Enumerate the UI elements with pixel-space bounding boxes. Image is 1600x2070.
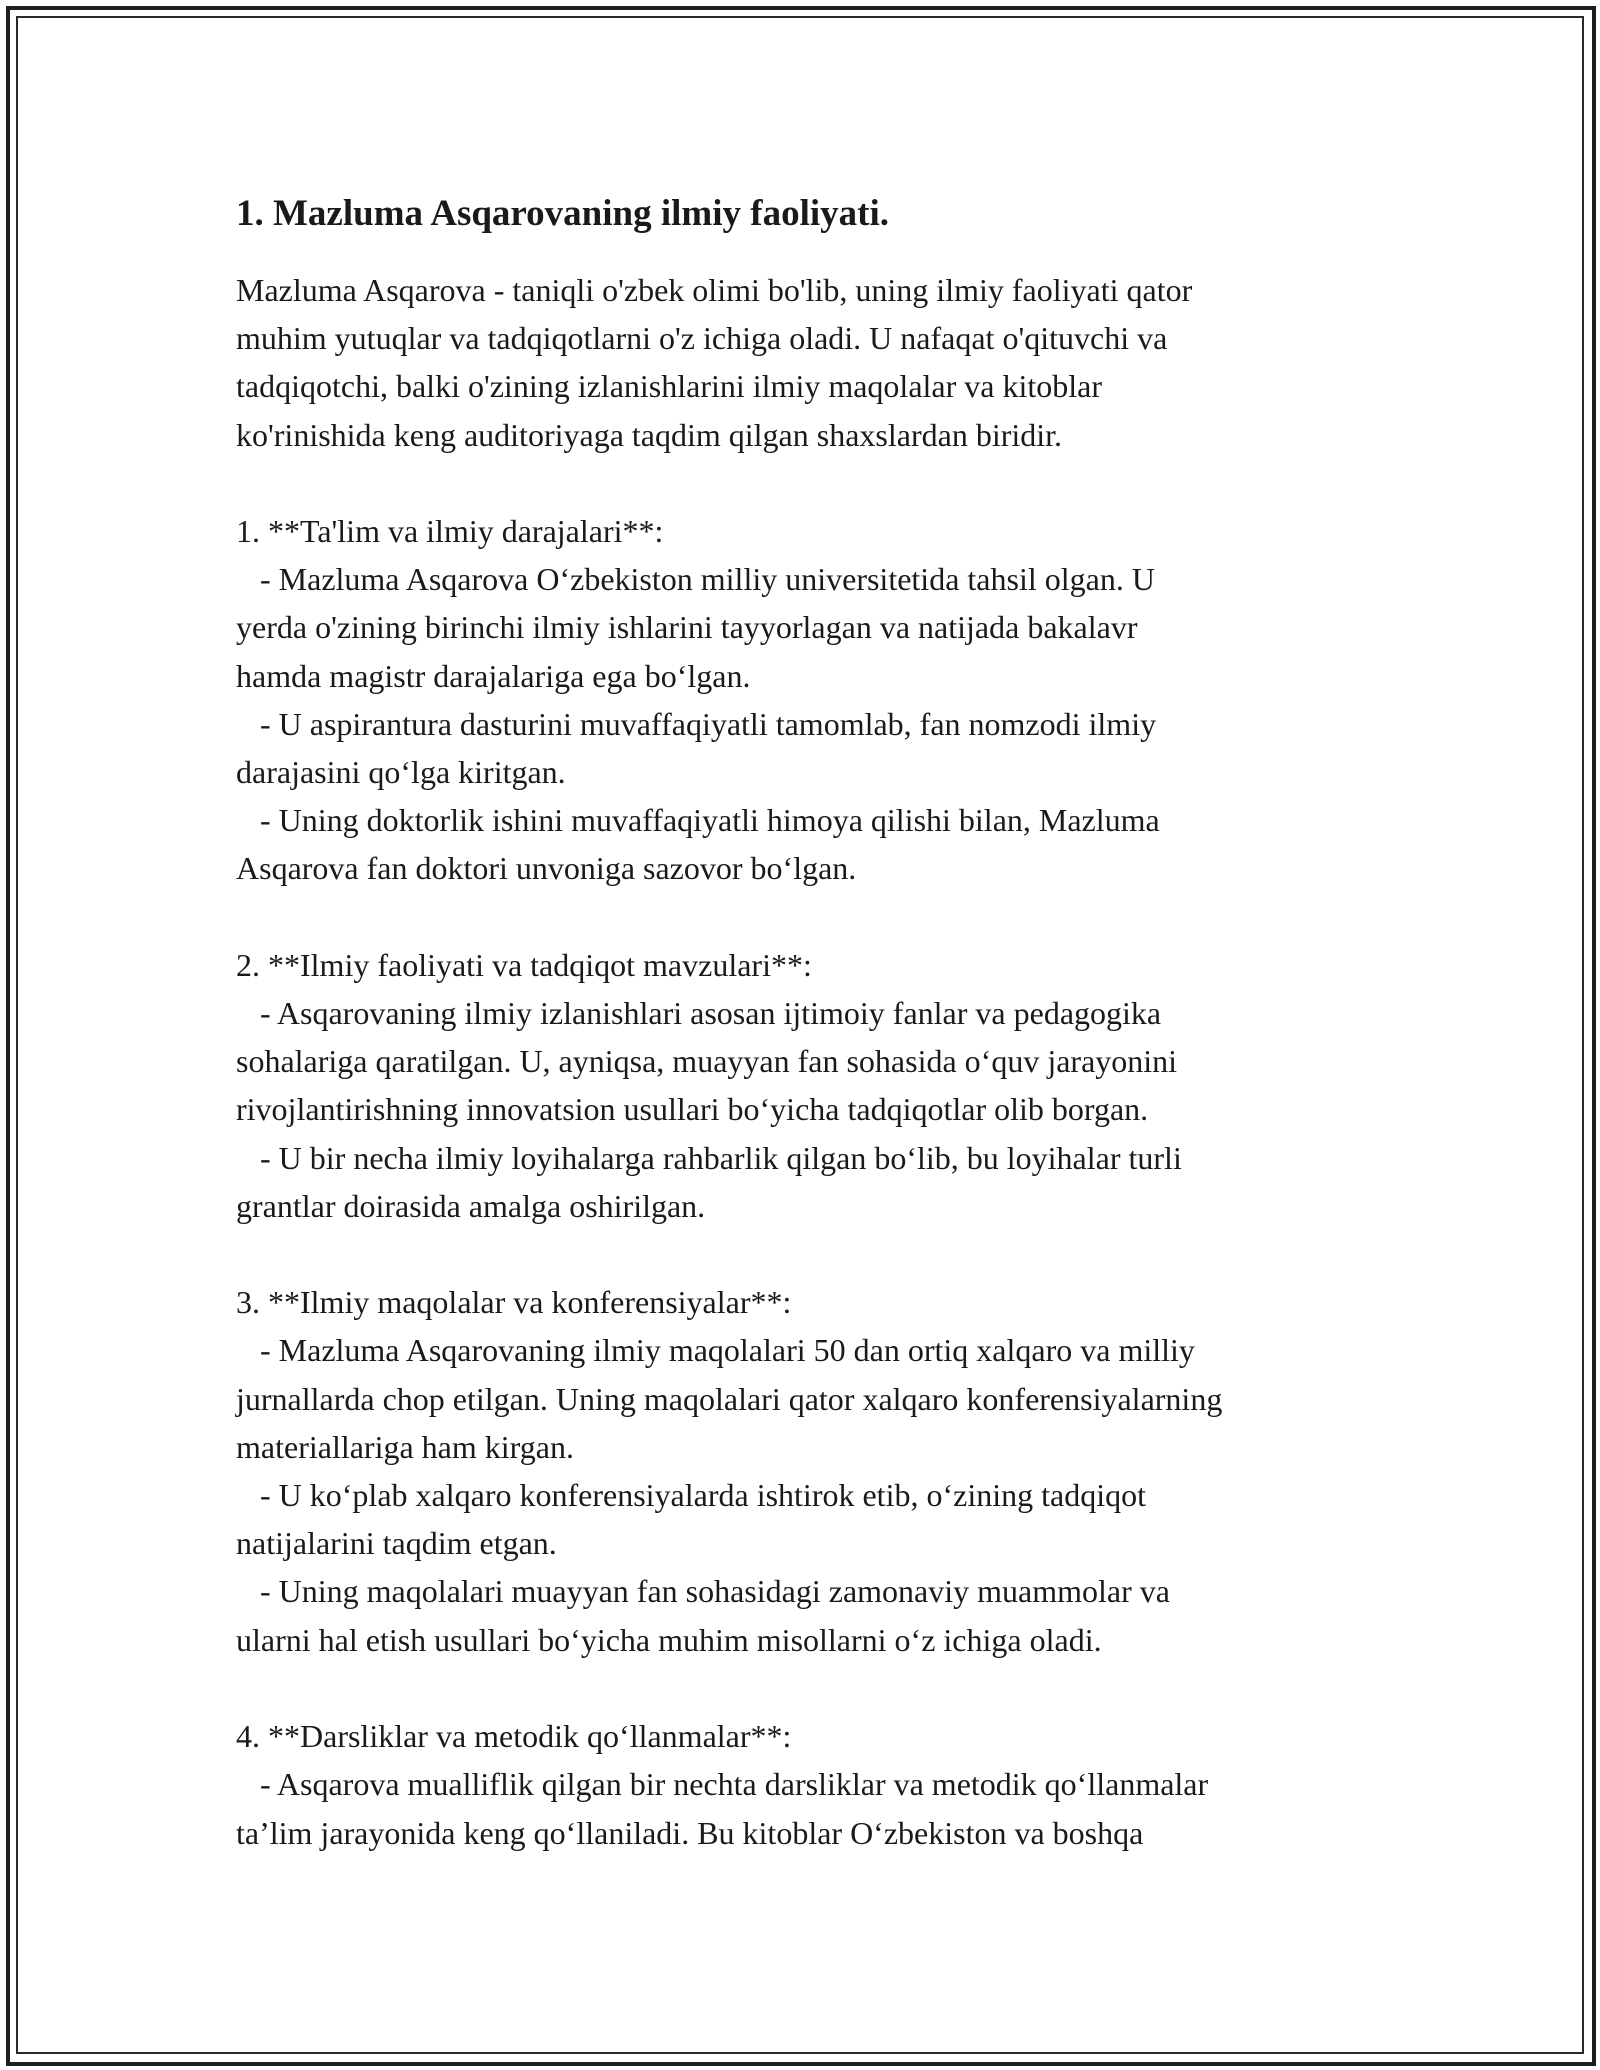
document-title: 1. Mazluma Asqarovaning ilmiy faoliyati.	[236, 193, 890, 234]
document-content	[236, 186, 1386, 1857]
document-body: Mazluma Asqarova - taniqli o'zbek olimi bo'lib, uning ilmiy faoliyati qator muhim yutuqlar va tadqiqotlarni o'z ichiga oladi. U nafaqat o'qituvchi va tadqiqotchi, balki o'zining izlanishlarini ilmiy maqolalar va kitoblar ko'rinishida keng auditoriyaga taqdim qilgan shaxslardan biridir. 1. **Ta'lim va ilmiy darajalari**: - Mazluma Asqarova O‘zbekiston milliy universitetida tahsil olgan. U yerda o'zining birinchi ilmiy ishlarini tayyorlagan va natijada bakalavr hamda magistr darajalariga ega bo‘lgan. - U aspirantura dasturini muvaffaqiyatli tamomlab, fan nomzodi ilmiy darajasini qo‘lga kiritgan. - Uning doktorlik ishini muvaffaqiyatli himoya qilishi bilan, Mazluma Asqarova fan doktori unvoniga sazovor bo‘lgan. 2. **Ilmiy faoliyati va tadqiqot mavzulari**: - Asqarovaning ilmiy izlanishlari asosan ijtimoiy fanlar va pedagogika sohalariga qaratilgan. U, ayniqsa, muayyan fan sohasida o‘quv jarayonini rivojlantirishning innovatsion usullari bo‘yicha tadqiqotlar olib borgan. - U bir necha ilmiy loyihalarga rahbarlik qilgan bo‘lib, bu loyihalar turli grantlar doirasida amalga oshirilgan. 3. **Ilmiy maqolalar va konferensiyalar**: - Mazluma Asqarovaning ilmiy maqolalari 50 dan ortiq xalqaro va milliy jurnallarda chop etilgan. Uning maqolalari qator xalqaro konferensiyalarning materiallariga ham kirgan. - U ko‘plab xalqaro konferensiyalarda ishtirok etib, o‘zining tadqiqot natijalarini taqdim etgan. - Uning maqolalari muayyan fan sohasidagi zamonaviy muammolar va ularni hal etish usullari bo‘yicha muhim misollarni o‘z ichiga oladi. 4. **Darsliklar va metodik qo‘llanmalar**: - Asqarova mualliflik qilgan bir nechta darsliklar va metodik qo‘llanmalar ta’lim jarayonida keng qo‘llaniladi. Bu kitoblar O‘zbekiston va boshqa	[236, 272, 1223, 1851]
